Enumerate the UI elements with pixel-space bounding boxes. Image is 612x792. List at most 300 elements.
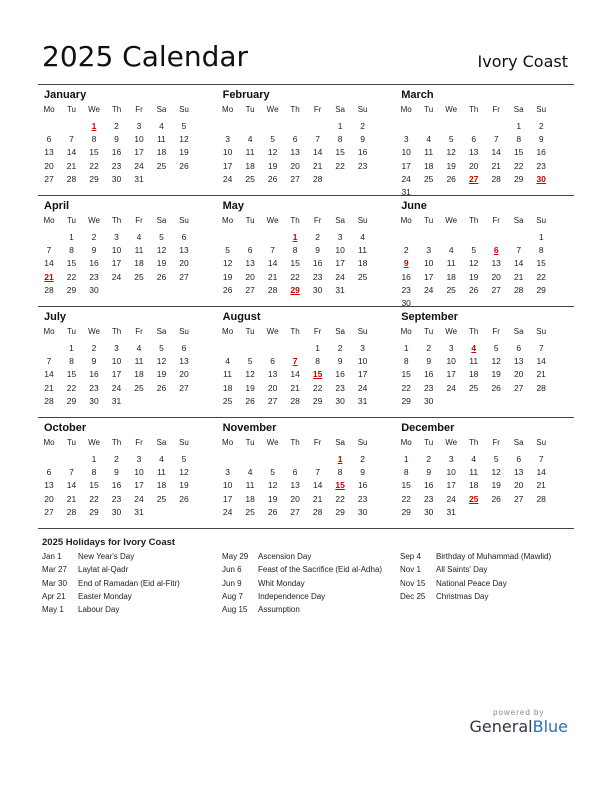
day-cell: 31	[357, 395, 368, 406]
day-cell: 17	[423, 271, 434, 282]
holiday-name: End of Ramadan (Eid al-Fitr)	[78, 578, 180, 588]
holiday-column	[400, 552, 551, 605]
holiday-name: Easter Monday	[78, 591, 132, 601]
weekday-label: Th	[290, 327, 300, 336]
weekday-label: Tu	[66, 105, 77, 114]
day-cell: 10	[335, 245, 345, 256]
holiday-item	[222, 565, 382, 578]
page-title: 2025 Calendar	[42, 40, 249, 73]
day-cell: 20	[290, 493, 300, 504]
weekday-label: Mo	[43, 438, 55, 447]
day-cell: 18	[222, 382, 233, 393]
day-cell: 6	[471, 134, 477, 145]
day-cell: 1	[69, 232, 74, 242]
day-cell: 27	[290, 173, 300, 184]
day-cell: 1	[315, 343, 320, 353]
day-cell: 28	[536, 493, 546, 504]
day-cell: 5	[181, 454, 187, 464]
day-cell: 15	[89, 480, 99, 491]
day-cell: 4	[448, 245, 454, 256]
day-cell: 11	[134, 356, 144, 367]
holiday-column	[42, 552, 180, 618]
day-cell: 28	[513, 284, 524, 295]
day-cell: 17	[222, 160, 233, 171]
weekday-label: Th	[111, 105, 122, 114]
weekday-label: Mo	[43, 216, 55, 225]
holiday-item	[42, 579, 180, 592]
day-cell: 30	[357, 506, 368, 517]
day-cell: 7	[516, 245, 522, 256]
day-cell: 28	[312, 506, 323, 517]
day-cell: 22	[66, 271, 77, 282]
day-cell: 25	[134, 382, 144, 393]
day-cell: 21	[66, 160, 77, 171]
day-cell: 24	[222, 506, 233, 517]
holiday-day: 25	[468, 493, 479, 504]
day-cell: 26	[156, 382, 167, 393]
holiday-name: Birthday of Muhammad (Mawlid)	[436, 552, 552, 561]
holiday-name: Assumption	[258, 605, 300, 615]
day-cell: 19	[179, 147, 189, 158]
day-cell: 6	[46, 134, 52, 145]
day-cell: 13	[290, 480, 300, 491]
day-cell: 23	[89, 382, 99, 393]
day-cell: 20	[179, 258, 189, 269]
day-cell: 28	[267, 284, 278, 295]
month-block	[217, 196, 396, 306]
day-cell: 4	[360, 232, 365, 242]
day-cell: 9	[538, 134, 544, 145]
day-cell: 8	[91, 467, 97, 478]
day-cell: 30	[335, 395, 345, 406]
month-name: September	[401, 311, 459, 323]
calendar-row	[38, 306, 574, 417]
day-cell: 14	[491, 147, 501, 158]
day-cell: 14	[44, 258, 54, 269]
weekday-label: Fr	[313, 438, 322, 447]
day-cell: 1	[403, 343, 409, 353]
day-cell: 19	[446, 160, 456, 171]
day-cell: 24	[222, 173, 233, 184]
day-cell: 5	[471, 245, 477, 256]
holiday-date: May 29	[222, 552, 249, 561]
day-cell: 19	[179, 480, 189, 491]
day-cell: 10	[111, 245, 122, 256]
month-name: January	[44, 89, 87, 101]
country-label: Ivory Coast	[477, 52, 568, 71]
holiday-item	[400, 592, 551, 605]
day-cell: 15	[536, 258, 546, 269]
day-cell: 12	[179, 467, 189, 478]
weekday-label: Th	[111, 216, 122, 225]
day-cell: 23	[536, 160, 546, 171]
day-cell: 24	[423, 284, 434, 295]
month-block	[395, 85, 574, 195]
day-cell: 16	[111, 480, 122, 491]
weekday-label: We	[445, 105, 458, 114]
day-cell: 24	[446, 493, 456, 504]
holiday-item	[222, 552, 382, 565]
day-cell: 24	[134, 493, 144, 504]
day-cell: 19	[491, 480, 501, 491]
holiday-item	[222, 579, 382, 592]
holiday-item	[400, 565, 551, 578]
day-cell: 22	[513, 160, 524, 171]
holiday-date: Jun 9	[222, 578, 242, 588]
day-cell: 15	[89, 147, 99, 158]
day-cell: 10	[423, 258, 434, 269]
day-cell: 14	[312, 147, 323, 158]
day-cell: 11	[245, 480, 255, 491]
day-cell: 16	[111, 147, 122, 158]
holiday-item	[222, 605, 382, 618]
day-cell: 19	[267, 160, 278, 171]
day-cell: 3	[114, 343, 119, 353]
day-cell: 31	[111, 395, 122, 406]
day-cell: 8	[337, 134, 343, 145]
holiday-day: 15	[312, 369, 323, 380]
weekday-header	[217, 327, 396, 339]
day-cell: 5	[159, 343, 164, 353]
day-cell: 22	[89, 160, 99, 171]
day-cell: 18	[446, 271, 456, 282]
day-cell: 2	[360, 121, 365, 131]
day-cell: 22	[89, 493, 99, 504]
day-cell: 12	[267, 480, 278, 491]
day-cell: 11	[358, 245, 367, 256]
day-cell: 14	[267, 258, 278, 269]
day-cell: 25	[357, 271, 368, 282]
day-cell: 16	[89, 369, 99, 380]
weekday-label: Sa	[513, 438, 524, 447]
day-cell: 9	[91, 356, 97, 367]
holiday-day: 7	[292, 356, 298, 367]
weekday-label: We	[266, 105, 279, 114]
day-cell: 29	[66, 395, 77, 406]
day-cell: 18	[134, 369, 144, 380]
day-cell: 4	[136, 343, 142, 353]
weekday-label: Su	[357, 105, 368, 114]
day-cell: 1	[516, 121, 522, 131]
day-cell: 18	[156, 480, 167, 491]
day-cell: 26	[222, 284, 233, 295]
holiday-item	[42, 565, 180, 578]
day-cell: 2	[360, 454, 365, 464]
day-cell: 30	[111, 173, 122, 184]
day-cell: 24	[357, 382, 368, 393]
day-cell: 12	[245, 369, 255, 380]
weekday-label: Th	[469, 438, 479, 447]
day-cell: 19	[267, 493, 278, 504]
month-block	[217, 418, 396, 528]
month-block	[395, 307, 574, 417]
day-cell: 29	[335, 506, 345, 517]
weekday-label: Fr	[492, 105, 500, 114]
weekday-label: Th	[290, 216, 300, 225]
day-cell: 20	[245, 271, 255, 282]
day-cell: 26	[267, 173, 278, 184]
day-cell: 10	[222, 147, 233, 158]
day-cell: 22	[401, 382, 411, 393]
day-cell: 29	[401, 395, 411, 406]
day-cell: 17	[446, 480, 456, 491]
holiday-date: May 1	[42, 605, 64, 615]
day-cell: 13	[513, 467, 524, 478]
day-cell: 23	[357, 493, 368, 504]
day-cell: 31	[134, 173, 144, 184]
day-cell: 9	[91, 245, 97, 256]
day-cell: 4	[225, 356, 230, 367]
day-cell: 7	[69, 134, 74, 145]
weekday-label: We	[88, 105, 100, 114]
day-cell: 20	[179, 369, 189, 380]
day-cell: 21	[536, 480, 546, 491]
day-cell: 9	[360, 134, 365, 145]
day-cell: 7	[46, 356, 52, 367]
holiday-item	[42, 552, 180, 565]
holiday-column	[222, 552, 382, 618]
day-cell: 2	[337, 343, 343, 353]
day-cell: 6	[181, 232, 187, 242]
day-cell: 22	[536, 271, 546, 282]
holiday-item	[222, 592, 382, 605]
holiday-date: Nov 15	[400, 578, 426, 588]
day-cell: 8	[403, 467, 409, 478]
weekday-header	[38, 327, 217, 339]
day-cell: 13	[491, 258, 501, 269]
holiday-day: 29	[290, 284, 300, 295]
month-name: December	[401, 422, 455, 434]
day-cell: 20	[267, 382, 278, 393]
day-cell: 26	[245, 395, 255, 406]
day-cell: 27	[245, 284, 255, 295]
day-cell: 6	[292, 134, 298, 145]
holiday-day: 1	[292, 232, 298, 242]
day-cell: 16	[357, 480, 368, 491]
day-cell: 28	[44, 395, 54, 406]
day-cell: 4	[159, 121, 164, 131]
weekday-label: Tu	[245, 327, 255, 336]
day-cell: 23	[335, 382, 345, 393]
day-cell: 30	[111, 506, 122, 517]
day-cell: 24	[335, 271, 345, 282]
weekday-label: We	[88, 438, 100, 447]
day-cell: 24	[134, 160, 144, 171]
day-cell: 14	[536, 356, 546, 367]
day-cell: 8	[315, 356, 320, 367]
day-cell: 6	[247, 245, 253, 256]
holiday-date: Sep 4	[400, 552, 421, 561]
day-cell: 21	[513, 271, 524, 282]
day-cell: 1	[403, 454, 409, 464]
weekday-label: Sa	[156, 216, 167, 225]
holiday-date: Apr 21	[42, 591, 66, 601]
day-cell: 12	[222, 258, 233, 269]
day-cell: 7	[315, 467, 320, 478]
weekday-label: Mo	[222, 438, 234, 447]
day-cell: 21	[491, 160, 501, 171]
weekday-label: We	[445, 216, 458, 225]
day-cell: 26	[491, 382, 501, 393]
day-cell: 5	[270, 134, 275, 145]
day-cell: 20	[513, 480, 524, 491]
day-cell: 27	[179, 382, 189, 393]
day-cell: 27	[513, 382, 524, 393]
weekday-header	[395, 438, 574, 450]
day-cell: 18	[245, 493, 255, 504]
brand-name	[470, 717, 568, 736]
weekday-label: Mo	[43, 105, 55, 114]
day-cell: 18	[468, 480, 479, 491]
holiday-item	[400, 579, 551, 592]
day-cell: 27	[491, 284, 501, 295]
day-cell: 4	[471, 454, 477, 464]
calendar-row	[38, 417, 574, 529]
day-cell: 8	[538, 245, 544, 256]
day-cell: 12	[267, 147, 278, 158]
weekday-label: Tu	[66, 438, 77, 447]
day-cell: 20	[491, 271, 501, 282]
day-cell: 9	[114, 467, 119, 478]
holiday-name: National Peace Day	[436, 578, 507, 588]
day-cell: 22	[401, 493, 411, 504]
holiday-date: Dec 25	[400, 591, 426, 601]
day-cell: 4	[426, 134, 432, 145]
weekday-label: Sa	[513, 216, 524, 225]
day-cell: 31	[446, 506, 456, 517]
month-name: July	[44, 311, 67, 323]
weekday-label: We	[445, 438, 458, 447]
month-name: August	[222, 311, 261, 323]
day-cell: 28	[66, 506, 77, 517]
day-cell: 26	[156, 271, 167, 282]
month-name: March	[401, 89, 434, 101]
holiday-name: Laylat al-Qadr	[78, 565, 129, 575]
weekday-header	[217, 105, 396, 117]
day-cell: 28	[66, 173, 77, 184]
day-cell: 28	[44, 284, 54, 295]
day-cell: 30	[423, 506, 434, 517]
day-cell: 16	[357, 147, 368, 158]
day-cell: 25	[156, 160, 167, 171]
day-cell: 28	[536, 382, 546, 393]
day-cell: 13	[290, 147, 300, 158]
day-cell: 3	[337, 232, 343, 242]
day-cell: 31	[134, 506, 144, 517]
day-cell: 9	[114, 134, 119, 145]
day-cell: 13	[513, 356, 524, 367]
month-block	[38, 196, 217, 306]
weekday-label: Su	[357, 327, 368, 336]
weekday-label: Su	[536, 327, 547, 336]
weekday-label: Sa	[156, 105, 167, 114]
day-cell: 11	[245, 147, 255, 158]
day-cell: 2	[426, 343, 432, 353]
day-cell: 15	[335, 147, 345, 158]
day-cell: 23	[312, 271, 323, 282]
day-cell: 5	[448, 134, 454, 145]
weekday-label: Fr	[135, 105, 143, 114]
weekday-label: Sa	[156, 438, 167, 447]
day-cell: 23	[89, 271, 99, 282]
day-cell: 20	[44, 160, 54, 171]
day-cell: 23	[111, 493, 122, 504]
weekday-label: We	[266, 216, 279, 225]
day-cell: 17	[335, 258, 345, 269]
day-cell: 1	[337, 121, 343, 131]
day-cell: 10	[134, 134, 144, 145]
day-cell: 21	[290, 382, 300, 393]
day-cell: 1	[69, 343, 74, 353]
day-cell: 26	[179, 160, 189, 171]
day-cell: 24	[446, 382, 456, 393]
day-cell: 21	[44, 382, 54, 393]
weekday-label: We	[266, 438, 279, 447]
weekday-label: Fr	[492, 438, 500, 447]
day-cell: 22	[66, 382, 77, 393]
weekday-label: Sa	[335, 105, 345, 114]
day-cell: 12	[491, 467, 501, 478]
day-cell: 6	[181, 343, 187, 353]
weekday-label: Mo	[222, 105, 234, 114]
day-cell: 7	[270, 245, 275, 256]
weekday-label: Th	[469, 216, 479, 225]
day-cell: 2	[403, 245, 409, 256]
day-cell: 12	[156, 245, 167, 256]
day-cell: 11	[157, 467, 166, 478]
day-cell: 16	[89, 258, 99, 269]
day-cell: 9	[315, 245, 320, 256]
day-cell: 3	[114, 232, 119, 242]
day-cell: 11	[424, 147, 434, 158]
weekday-label: Fr	[313, 327, 322, 336]
weekday-label: We	[445, 327, 458, 336]
day-cell: 5	[493, 343, 499, 353]
weekday-label: Th	[111, 438, 122, 447]
day-cell: 29	[513, 173, 524, 184]
day-cell: 10	[401, 147, 411, 158]
day-cell: 12	[468, 258, 479, 269]
weekday-label: Sa	[513, 327, 524, 336]
day-cell: 18	[357, 258, 368, 269]
weekday-header	[38, 105, 217, 117]
day-cell: 5	[270, 467, 275, 478]
day-cell: 21	[312, 160, 323, 171]
day-cell: 15	[401, 480, 411, 491]
day-cell: 25	[134, 271, 144, 282]
day-cell: 10	[357, 356, 368, 367]
weekday-label: Mo	[222, 216, 234, 225]
day-cell: 28	[290, 395, 300, 406]
holiday-date: Mar 30	[42, 578, 67, 588]
day-cell: 13	[468, 147, 479, 158]
day-cell: 5	[181, 121, 187, 131]
day-cell: 16	[312, 258, 323, 269]
calendar-grid	[38, 84, 574, 529]
day-cell: 2	[91, 232, 97, 242]
day-cell: 19	[156, 369, 167, 380]
day-cell: 27	[267, 395, 278, 406]
day-cell: 21	[66, 493, 77, 504]
day-cell: 25	[222, 395, 233, 406]
day-cell: 15	[513, 147, 524, 158]
day-cell: 17	[357, 369, 368, 380]
weekday-label: Mo	[43, 327, 55, 336]
holiday-day: 27	[468, 173, 479, 184]
weekday-label: Tu	[66, 327, 77, 336]
holiday-name: Feast of the Sacrifice (Eid al-Adha)	[258, 565, 383, 575]
day-cell: 10	[446, 356, 456, 367]
